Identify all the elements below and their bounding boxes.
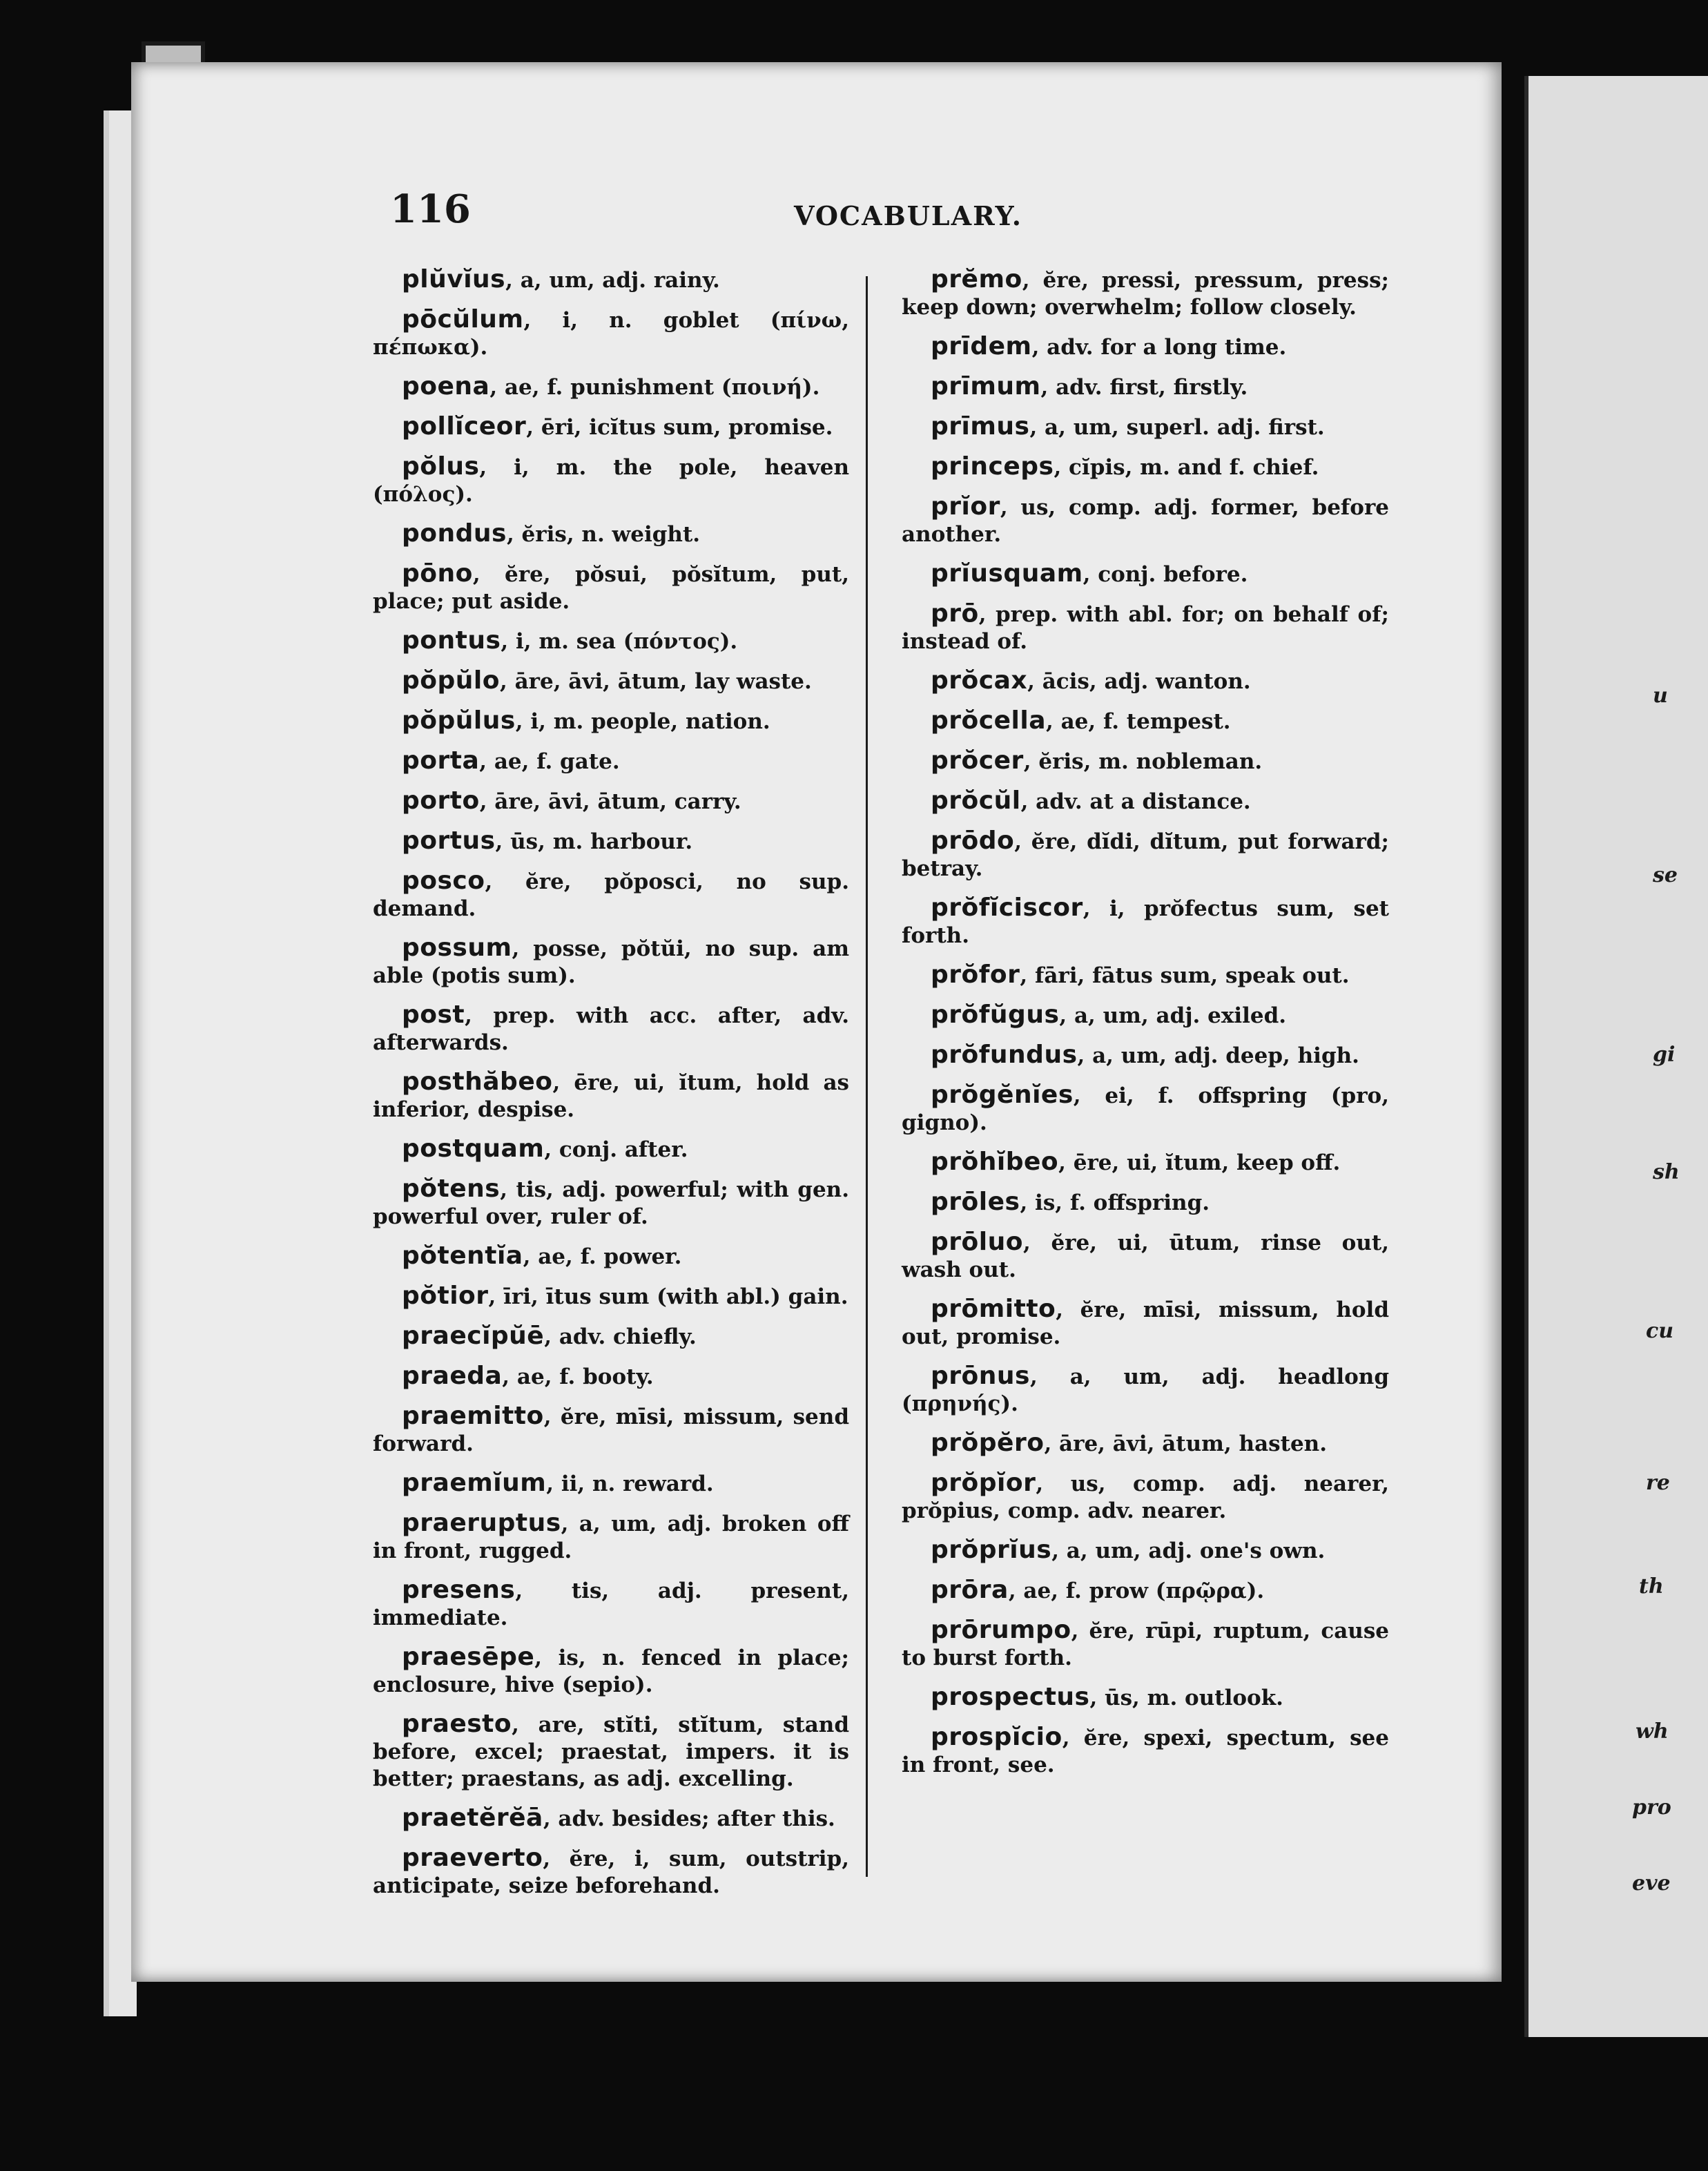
vocab-entry: [373, 413, 849, 441]
headword: possum: [402, 934, 512, 962]
headword: post: [402, 1001, 465, 1029]
headword: pōcŭlum: [402, 305, 524, 334]
vocab-entry: [902, 894, 1389, 949]
definition: , conj. after.: [544, 1137, 688, 1162]
definition: , i, prŏfectus sum, set forth.: [902, 896, 1389, 948]
definition: , i, m. the pole, heaven (πόλος).: [373, 455, 849, 507]
vocab-entry: [373, 827, 849, 856]
definition: , are, stĭti, stĭtum, stand before, excel; praestat, impers. it is better; praestans, as adj. excelling.: [373, 1712, 849, 1791]
vocab-entry: [373, 1402, 849, 1458]
vocab-entry: [902, 560, 1389, 588]
vocab-entry: [902, 707, 1389, 735]
definition: , is, f. offspring.: [1020, 1190, 1210, 1215]
fragment: th: [1639, 1574, 1664, 1599]
headword: pollĭceor: [402, 412, 527, 441]
vocab-entry: [373, 1469, 849, 1498]
vocab-entry: [902, 1228, 1389, 1284]
definition: , adv. chiefly.: [544, 1324, 697, 1349]
headword: praesēpe: [402, 1643, 535, 1671]
definition: , i, m. sea (πόντος).: [501, 629, 738, 654]
headword: prospĭcio: [931, 1723, 1062, 1751]
definition: , ĕre, dĭdi, dĭtum, put forward; betray.: [902, 829, 1389, 881]
vocab-entry: [373, 560, 849, 615]
definition: , ĕris, n. weight.: [506, 522, 701, 547]
definition: , adv. for a long time.: [1031, 335, 1287, 360]
headword: portus: [402, 827, 496, 855]
vocab-entry: [373, 306, 849, 361]
headword: prōles: [931, 1188, 1020, 1216]
vocab-entry: [373, 934, 849, 990]
definition: , āre, āvi, ātum, hasten.: [1044, 1431, 1327, 1456]
vocab-entry: [902, 333, 1389, 361]
vocab-entry: [373, 1001, 849, 1056]
vocab-entry: [902, 493, 1389, 548]
definition: , prep. with acc. after, adv. afterwards.: [373, 1003, 849, 1055]
fragment: gi: [1653, 1043, 1676, 1067]
page-number: 116: [390, 186, 471, 232]
vocab-entry: [373, 1068, 849, 1123]
definition: , a, um, adj. broken off in front, rugged.: [373, 1512, 849, 1563]
headword: prŏprĭus: [931, 1536, 1052, 1564]
vocab-entry: [902, 1576, 1389, 1605]
definition: , ēre, ui, ĭtum, hold as inferior, despise.: [373, 1070, 849, 1122]
headword: prōmitto: [931, 1295, 1056, 1323]
definition: , ĕris, m. nobleman.: [1023, 749, 1263, 774]
definition: , ĕre, pŏsui, pŏsĭtum, put, place; put aside.: [373, 562, 849, 614]
vocab-entry: [902, 1148, 1389, 1177]
vocab-entry: [373, 867, 849, 923]
vocab-entry: [902, 787, 1389, 816]
definition: , ĕre, pressi, pressum, press; keep down; overwhelm; follow closely.: [902, 268, 1389, 320]
headword: pŏlus: [402, 452, 480, 481]
vocab-entry: [373, 1322, 849, 1351]
definition: , ae, f. tempest.: [1045, 709, 1231, 734]
headword: prŏpĭor: [931, 1469, 1036, 1497]
definition: , ĕre, mīsi, missum, hold out, promise.: [902, 1297, 1389, 1349]
headword: prŏfĭciscor: [931, 894, 1083, 922]
vocab-entry: [902, 1001, 1389, 1030]
headword: pontus: [402, 626, 501, 655]
fragment: pro: [1632, 1795, 1671, 1820]
headword: prĭor: [931, 492, 1000, 521]
vocab-entry: [373, 453, 849, 508]
definition: , ei, f. offspring (pro, gigno).: [902, 1083, 1389, 1135]
definition: , a, um, adj. rainy.: [505, 268, 720, 293]
vocab-entry: [373, 747, 849, 775]
headword: pŏtior: [402, 1282, 489, 1310]
definition: , ae, f. punishment (ποινή).: [489, 375, 820, 400]
definition: , ĕre, rūpi, ruptum, cause to burst forth.: [902, 1619, 1389, 1670]
column-divider: [866, 276, 868, 1877]
vocab-entry: [373, 1844, 849, 1900]
vocab-entry: [373, 627, 849, 655]
headword: prŏcella: [931, 706, 1046, 735]
headword: pondus: [402, 519, 507, 548]
vocab-entry: [373, 1643, 849, 1699]
vocab-entry: [373, 1710, 849, 1793]
headword: praecĭpŭē: [402, 1322, 545, 1350]
definition: , ēri, icĭtus sum, promise.: [526, 415, 833, 440]
headword: princeps: [931, 452, 1054, 481]
vocab-entry: [902, 1295, 1389, 1351]
definition: , ūs, m. outlook.: [1089, 1686, 1283, 1710]
definition: , tis, adj. powerful; with gen. powerful over, ruler of.: [373, 1177, 849, 1229]
definition: , cĭpis, m. and f. chief.: [1054, 455, 1319, 480]
headword: prŏfundus: [931, 1041, 1078, 1069]
fragment: u: [1653, 684, 1668, 708]
vocab-entry: [902, 413, 1389, 441]
vocab-entry: [902, 1362, 1389, 1418]
definition: , a, um, adj. one's own.: [1051, 1538, 1326, 1563]
fragment: cu: [1646, 1319, 1674, 1343]
definition: , i, n. goblet (πίνω, πέπωκα).: [373, 308, 849, 360]
vocab-entry: [373, 787, 849, 816]
vocab-entry: [902, 961, 1389, 990]
vocab-entry: [902, 600, 1389, 655]
headword: prĭusquam: [931, 559, 1083, 588]
vocab-entry: [373, 520, 849, 548]
headword: prŏcŭl: [931, 787, 1021, 815]
adjacent-page: [1524, 76, 1708, 2037]
headword: praesto: [402, 1710, 512, 1738]
vocab-entry: [902, 1724, 1389, 1779]
definition: , ĕre, mīsi, missum, send forward.: [373, 1405, 849, 1456]
headword: praetĕrĕā: [402, 1804, 543, 1832]
headword: pŏtens: [402, 1175, 501, 1203]
definition: , īri, ītus sum (with abl.) gain.: [488, 1284, 848, 1309]
headword: pŏtentĭa: [402, 1242, 523, 1270]
vocab-entry: [373, 1362, 849, 1391]
definition: , āre, āvi, ātum, lay waste.: [499, 669, 812, 694]
vocab-entry: [373, 373, 849, 401]
fragment: re: [1646, 1471, 1670, 1495]
vocab-entry: [373, 1509, 849, 1565]
headword: porta: [402, 746, 480, 775]
vocab-entry: [902, 1041, 1389, 1070]
fragment: se: [1653, 863, 1678, 887]
vocab-entry: [902, 747, 1389, 775]
headword: prōra: [931, 1576, 1009, 1604]
headword: prōrumpo: [931, 1616, 1071, 1644]
definition: , ĕre, ui, ūtum, rinse out, wash out.: [902, 1231, 1389, 1282]
definition: , us, comp. adj. nearer, prŏpius, comp. adv. nearer.: [902, 1472, 1389, 1523]
definition: , adv. first, firstly.: [1040, 375, 1248, 400]
definition: , a, um, adj. headlong (πρηνής).: [902, 1364, 1389, 1416]
headword: prŏfor: [931, 961, 1020, 989]
headword: porto: [402, 787, 480, 815]
definition: , tis, adj. present, immediate.: [373, 1579, 849, 1630]
definition: , posse, pŏtŭi, no sup. am able (potis sum).: [373, 936, 849, 988]
headword: prōluo: [931, 1228, 1023, 1256]
headword: prĕmo: [931, 265, 1022, 293]
definition: , ācis, adj. wanton.: [1027, 669, 1251, 694]
definition: , fāri, fātus sum, speak out.: [1020, 963, 1350, 988]
headword: praeruptus: [402, 1509, 561, 1537]
headword: pŏpŭlus: [402, 706, 516, 735]
headword: pōno: [402, 559, 473, 588]
headword: praeda: [402, 1362, 503, 1390]
vocab-entry: [902, 1469, 1389, 1525]
vocab-entry: [373, 707, 849, 735]
vocab-entry: [373, 667, 849, 695]
definition: , ĕre, pŏposci, no sup. demand.: [373, 869, 849, 921]
headword: praemĭum: [402, 1469, 547, 1497]
headword: prŏhĭbeo: [931, 1148, 1059, 1176]
headword: prīmum: [931, 372, 1041, 401]
definition: , āre, āvi, ātum, carry.: [479, 789, 741, 814]
vocab-entry: [373, 1242, 849, 1271]
headword: postquam: [402, 1135, 545, 1163]
definition: , prep. with abl. for; on behalf of; instead of.: [902, 602, 1389, 654]
headword: prŏcax: [931, 666, 1028, 695]
vocab-entry: [902, 827, 1389, 882]
definition: , ūs, m. harbour.: [495, 829, 693, 854]
headword: prŏfŭgus: [931, 1001, 1060, 1029]
headword: posco: [402, 867, 485, 895]
vocab-entry: [902, 1081, 1389, 1137]
vocab-entry: [902, 453, 1389, 481]
fragment: wh: [1636, 1719, 1669, 1744]
definition: , ēre, ui, ĭtum, keep off.: [1058, 1150, 1341, 1175]
definition: , conj. before.: [1083, 562, 1248, 587]
vocab-entry: [902, 1188, 1389, 1217]
vocab-entry: [902, 373, 1389, 401]
headword: prŏgĕnĭes: [931, 1081, 1074, 1109]
vocab-entry: [373, 266, 849, 294]
headword: praeverto: [402, 1844, 543, 1872]
headword: poena: [402, 372, 490, 401]
left-column: [373, 266, 849, 1911]
vocab-entry: [902, 1617, 1389, 1672]
headword: prīdem: [931, 332, 1032, 360]
definition: , ae, f. gate.: [479, 749, 620, 774]
headword: posthăbeo: [402, 1068, 553, 1096]
vocab-entry: [373, 1282, 849, 1311]
right-column: [902, 266, 1389, 1791]
headword: prospectus: [931, 1683, 1090, 1711]
headword: prōnus: [931, 1362, 1030, 1390]
definition: , is, n. fenced in place; enclosure, hive (sepio).: [373, 1646, 849, 1697]
headword: pŏpŭlo: [402, 666, 500, 695]
definition: , a, um, adj. exiled.: [1059, 1003, 1287, 1028]
vocab-entry: [373, 1175, 849, 1231]
definition: , ae, f. booty.: [502, 1364, 654, 1389]
vocab-entry: [902, 266, 1389, 321]
vocab-entry: [902, 1536, 1389, 1565]
vocab-entry: [902, 1429, 1389, 1458]
definition: , ae, f. prow (πρῷρα).: [1008, 1579, 1265, 1603]
headword: presens: [402, 1576, 516, 1604]
vocab-entry: [902, 667, 1389, 695]
headword: prŏcer: [931, 746, 1024, 775]
vocab-entry: [373, 1804, 849, 1833]
definition: , ii, n. reward.: [546, 1472, 714, 1496]
vocab-entry: [373, 1135, 849, 1164]
vocab-entry: [902, 1683, 1389, 1712]
headword: plŭvĭus: [402, 265, 506, 293]
headword: praemitto: [402, 1402, 544, 1430]
definition: , ĕre, i, sum, outstrip, anticipate, seize beforehand.: [373, 1846, 849, 1898]
definition: , ae, f. power.: [523, 1244, 682, 1269]
vocab-entry: [373, 1576, 849, 1632]
fragment: eve: [1632, 1871, 1671, 1895]
headword: prīmus: [931, 412, 1030, 441]
headword: prōdo: [931, 827, 1015, 855]
headword: prō: [931, 599, 979, 628]
definition: , adv. besides; after this.: [543, 1806, 835, 1831]
fragment: sh: [1653, 1160, 1680, 1184]
definition: , adv. at a distance.: [1020, 789, 1251, 814]
definition: , i, m. people, nation.: [515, 709, 770, 734]
definition: , ĕre, spexi, spectum, see in front, see.: [902, 1726, 1389, 1777]
running-head: VOCABULARY.: [794, 200, 1022, 231]
definition: , a, um, superl. adj. first.: [1029, 415, 1325, 440]
headword: prŏpĕro: [931, 1429, 1045, 1457]
definition: , a, um, adj. deep, high.: [1077, 1043, 1359, 1068]
definition: , us, comp. adj. former, before another.: [902, 495, 1389, 547]
